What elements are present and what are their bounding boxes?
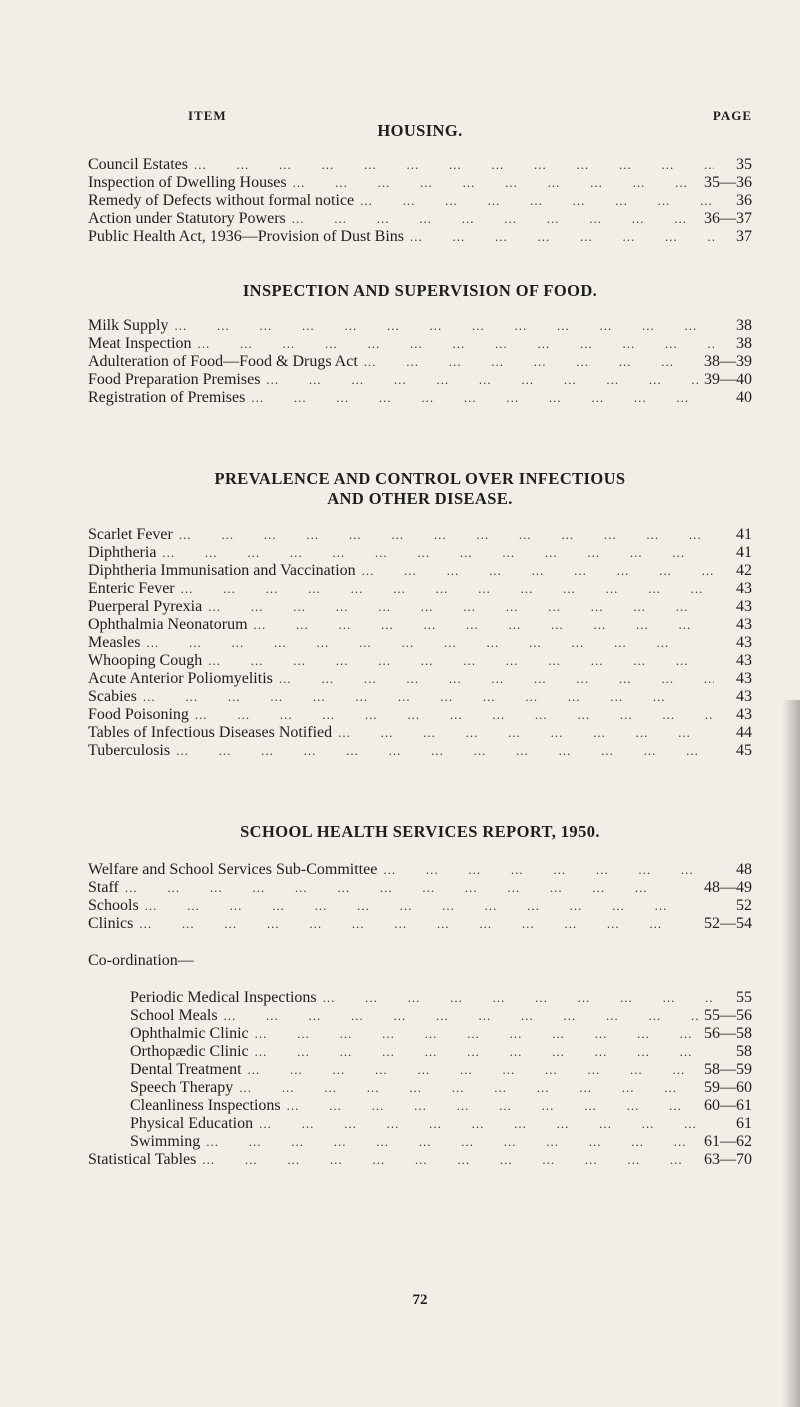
index-entry: Puerperal Pyrexia ... 43 (88, 598, 752, 616)
column-header-page: PAGE (712, 108, 752, 123)
index-entry: Tuberculosis ... 45 (88, 742, 752, 760)
index-subentry: Ophthalmic Clinic ... 56—58 (88, 1025, 752, 1043)
index-entry: Measles ... 43 (88, 634, 752, 652)
index-entry: Food Poisoning ... 43 (88, 706, 752, 724)
section-title: HOUSING. (377, 121, 463, 140)
index-entry: Inspection of Dwelling Houses ... 35—36 (88, 174, 752, 192)
section-school-health (88, 822, 752, 1169)
index-entry: Adulteration of Food—Food & Drugs Act ... 38—39 (88, 353, 752, 371)
section-food (88, 281, 752, 407)
index-entry: Whooping Cough ... 43 (88, 652, 752, 670)
subheading-coordination: Co-ordination— (88, 952, 194, 969)
index-entry: Public Health Act, 1936—Provision of Dust Bins ... 37 (88, 228, 752, 246)
index-entry: Clinics ... 52—54 (88, 915, 752, 933)
index-entry: Council Estates ... 35 (88, 156, 752, 174)
index-entry: Schools ... 52 (88, 897, 752, 915)
page-number: 72 (412, 1292, 428, 1308)
section-housing (88, 121, 752, 246)
index-entry: Diphtheria ... 41 (88, 544, 752, 562)
section-title: SCHOOL HEALTH SERVICES REPORT, 1950. (240, 822, 600, 841)
section-title: INSPECTION AND SUPERVISION OF FOOD. (242, 281, 598, 300)
index-entry: Scabies ... 43 (88, 688, 752, 706)
index-subentry: Periodic Medical Inspections ... 55 (88, 989, 752, 1007)
index-entry: Diphtheria Immunisation and Vaccination ... 42 (88, 562, 752, 580)
section-infectious-disease (88, 469, 752, 760)
index-entry: Statistical Tables ... 63—70 (88, 1151, 752, 1169)
index-entry: Ophthalmia Neonatorum ... 43 (88, 616, 752, 634)
index-entry: Action under Statutory Powers ... 36—37 (88, 210, 752, 228)
index-subentry: Dental Treatment ... 58—59 (88, 1061, 752, 1079)
index-subentry: Speech Therapy ... 59—60 (88, 1079, 752, 1097)
index-subentry: School Meals ... 55—56 (88, 1007, 752, 1025)
section-title: PREVALENCE AND CONTROL OVER INFECTIOUS (214, 469, 626, 488)
index-entry: Registration of Premises ... 40 (88, 389, 752, 407)
column-header-item: ITEM (188, 108, 227, 123)
index-entry: Food Preparation Premises ... 39—40 (88, 371, 752, 389)
index-subentry: Cleanliness Inspections ... 60—61 (88, 1097, 752, 1115)
index-subentry: Orthopædic Clinic ... 58 (88, 1043, 752, 1061)
index-subentry: Swimming ... 61—62 (88, 1133, 752, 1151)
index-entry: Welfare and School Services Sub-Committee ... 48 (88, 861, 752, 879)
index-entry: Acute Anterior Poliomyelitis ... 43 (88, 670, 752, 688)
index-entry: Tables of Infectious Diseases Notified ... 44 (88, 724, 752, 742)
index-entry: Enteric Fever ... 43 (88, 580, 752, 598)
index-entry: Remedy of Defects without formal notice ... 36 (88, 192, 752, 210)
index-subentry: Physical Education ... 61 (88, 1115, 752, 1133)
index-entry: Staff ... 48—49 (88, 879, 752, 897)
index-entry: Scarlet Fever ... 41 (88, 526, 752, 544)
section-title-line-2: AND OTHER DISEASE. (327, 489, 513, 508)
page-edge-shadow (782, 700, 800, 1407)
index-entry: Milk Supply ... 38 (88, 317, 752, 335)
index-page (88, 0, 752, 1407)
index-entry: Meat Inspection ... 38 (88, 335, 752, 353)
